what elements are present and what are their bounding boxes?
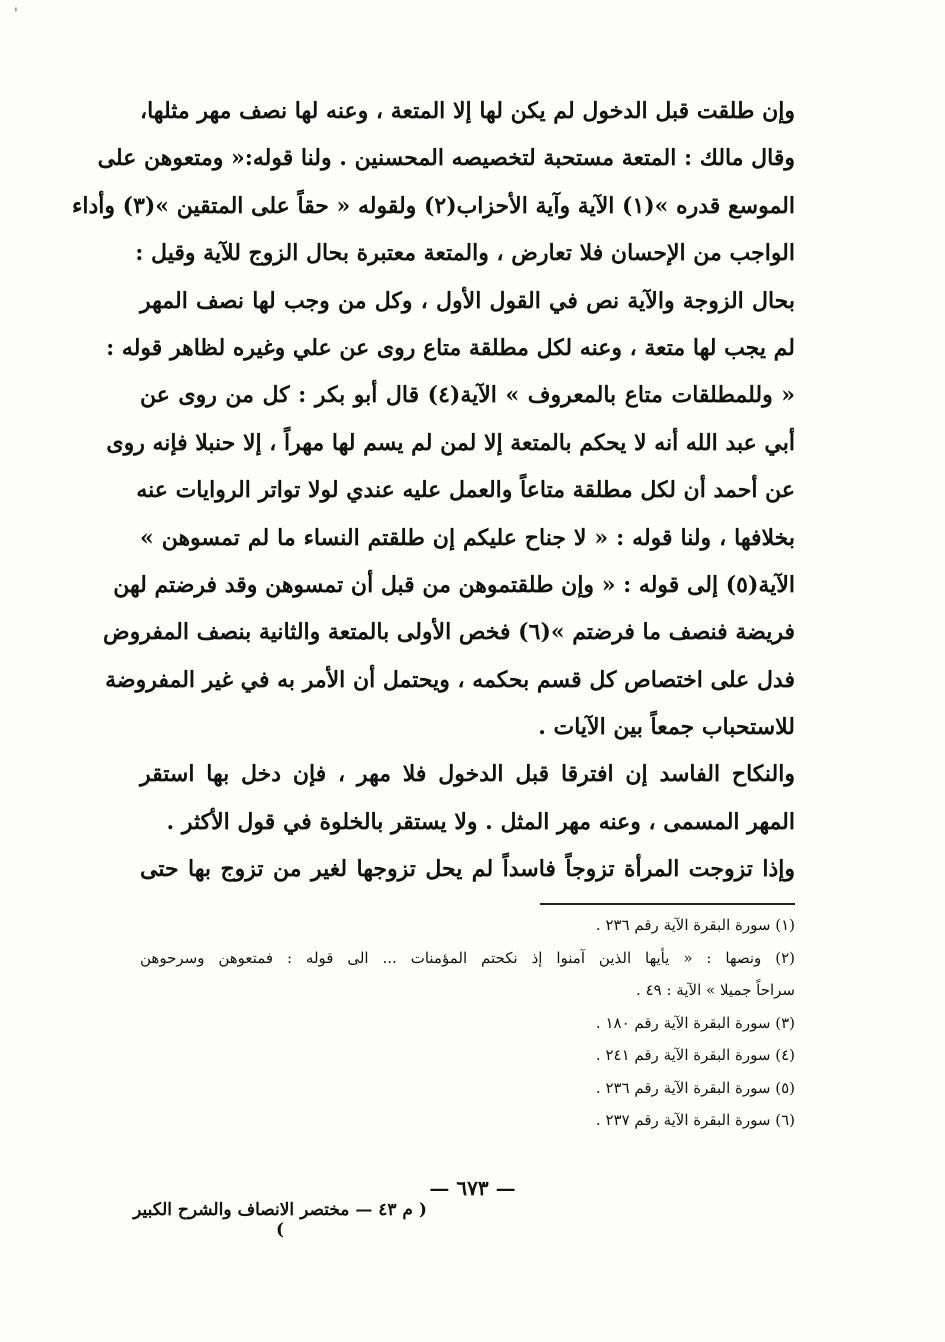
footnote: (٣) سورة البقرة الآية رقم ١٨٠ .	[595, 1013, 795, 1032]
body-line: للاستحباب جمعاً بين الآيات .	[538, 714, 795, 741]
footnote: (٢) ونصها : « يأيها الذين آمنوا إذ نكحتم المؤمنات ... الى قوله : فمتعوهن وسرحوهن	[140, 948, 795, 967]
body-line: أبي عبد الله أنه لا يحكم بالمتعة إلا لمن لم يسم لها مهراً ، إلا حنبلا فإنه روى	[106, 429, 795, 456]
body-line: الواجب من الإحسان فلا تعارض ، والمتعة معتبرة بحال الزوج للآية وقيل :	[135, 240, 795, 267]
body-line: الموسع قدره »(١) الآية وآية الأحزاب(٢) ولقوله « حقاً على المتقين »(٣) وأداء	[72, 192, 795, 219]
body-line: « وللمطلقات متاع بالمعروف » الآية(٤) قال أبو بكر : كل من روى عن	[140, 382, 795, 409]
body-line: لم يجب لها متعة ، وعنه لكل مطلقة متاع روى عن علي وغيره لظاهر قوله :	[106, 334, 795, 361]
body-line: فريضة فنصف ما فرضتم »(٦) فخص الأولى بالمتعة والثانية بنصف المفروض	[102, 619, 795, 646]
footnote: (١) سورة البقرة الآية رقم ٢٣٦ .	[595, 916, 795, 934]
footnote: (٤) سورة البقرة الآية رقم ٢٤١ .	[595, 1046, 795, 1064]
body-text	[72, 88, 795, 894]
page-number: — ٦٧٣ —	[429, 1176, 516, 1200]
footnote: (٦) سورة البقرة الآية رقم ٢٣٧ .	[595, 1111, 795, 1129]
footnote: (٥) سورة البقرة الآية رقم ٢٣٦ .	[595, 1078, 795, 1097]
signature-line: ( م ٤٣ — مختصر الانصاف والشرح الكبير )	[133, 1200, 427, 1240]
body-line: بحال الزوجة والآية نص في القول الأول ، وكل من وجب لها نصف المهر	[140, 287, 795, 314]
body-line: والنكاح الفاسد إن افترقا قبل الدخول فلا مهر ، فإن دخل بها استقر	[140, 761, 795, 788]
corner-mark: '	[14, 6, 18, 22]
footnote: سراحاً جميلا » الآية : ٤٩ .	[636, 981, 795, 999]
body-line: عن أحمد أن لكل مطلقة متاعاً والعمل عليه عندي لولا تواتر الروايات عنه	[136, 477, 795, 504]
body-line: المهر المسمى ، وعنه مهر المثل . ولا يستقر بالخلوة في قول الأكثر .	[166, 808, 795, 835]
body-line: فدل على اختصاص كل قسم بحكمه ، ويحتمل أن الأمر به في غير المفروضة	[105, 666, 795, 693]
body-line: وإن طلقت قبل الدخول لم يكن لها إلا المتعة ، وعنه لها نصف مهر مثلها،	[140, 98, 795, 124]
body-line: بخلافها ، ولنا قوله : « لا جناح عليكم إن طلقتم النساء ما لم تمسوهن »	[140, 524, 795, 551]
body-line: وإذا تزوجت المرأة تزوجاً فاسداً لم يحل تزوجها لغير من تزوج بها حتى	[140, 856, 795, 883]
footnotes	[140, 909, 795, 1137]
footnote-divider	[540, 903, 795, 905]
body-line: وقال مالك : المتعة مستحبة لتخصيصه المحسنين . ولنا قوله:« ومتعوهن على	[97, 145, 795, 172]
body-line: الآية(٥) إلى قوله : « وإن طلقتموهن من قبل أن تمسوهن وقد فرضتم لهن	[113, 571, 795, 598]
